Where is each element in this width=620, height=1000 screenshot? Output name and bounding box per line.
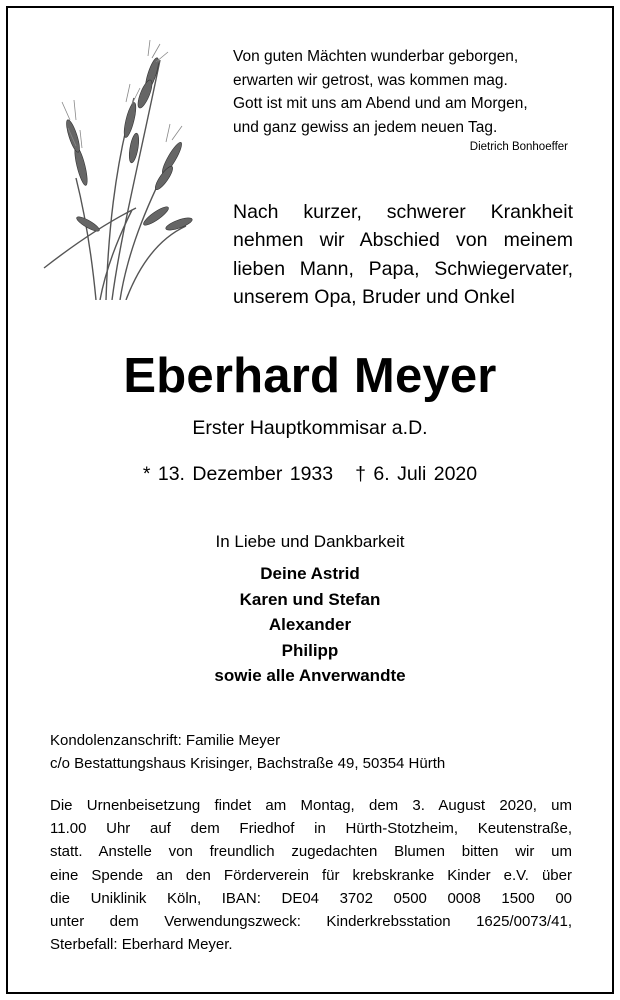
mourner-name: Karen und Stefan [239, 589, 381, 609]
quote-line: und ganz gewiss an jedem neuen Tag. [233, 118, 498, 136]
wheat-ears-icon [36, 38, 196, 300]
intro-line: nehmen wir Abschied von meinem [233, 229, 573, 252]
info-line: unter dem Verwendungszweck: Kinderkrebsstation 1625/0073/41, [50, 913, 572, 931]
mourner-name: Philipp [281, 640, 339, 660]
info-line: eine Spende an den Förderverein für krebskranke Kinder e.V. über [50, 866, 572, 884]
intro-line: unserem Opa, Bruder und Onkel [233, 285, 515, 308]
intro-line: lieben Mann, Papa, Schwiegervater, [233, 257, 573, 280]
info-line: Die Urnenbeisetzung findet am Montag, dem 3. August 2020, um [50, 797, 572, 814]
death-date: † 6. Juli 2020 [355, 463, 478, 485]
mourners-list [0, 561, 620, 689]
intro-text [233, 198, 573, 311]
funeral-info [50, 794, 572, 956]
mourners-intro: In Liebe und Dankbarkeit [215, 532, 405, 551]
condolence-line: Kondolenzanschrift: Familie Meyer [50, 732, 281, 749]
deceased-name: Eberhard Meyer [123, 349, 497, 403]
condolence-line: c/o Bestattungshaus Krisinger, Bachstraße 49, 50354 Hürth [50, 755, 446, 772]
info-line: die Uniklinik Köln, IBAN: DE04 3702 0500 0008 1500 00 [50, 889, 572, 907]
info-line: Sterbefall: Eberhard Meyer. [50, 936, 233, 954]
bonhoeffer-quote [233, 45, 578, 139]
info-line: 11.00 Uhr auf dem Friedhof in Hürth-Stotzheim, Keutenstraße, [50, 820, 572, 838]
quote-author: Dietrich Bonhoeffer [469, 141, 568, 153]
deceased-title: Erster Hauptkommisar a.D. [192, 417, 428, 439]
quote-line: erwarten wir getrost, was kommen mag. [233, 71, 508, 89]
condolence-address [50, 729, 445, 775]
intro-line: Nach kurzer, schwerer Krankheit [233, 201, 573, 223]
birth-date: * 13. Dezember 1933 [142, 463, 334, 485]
info-line: statt. Anstelle von freundlich zugedachten Blumen bitten wir um [50, 843, 572, 861]
life-dates [0, 463, 620, 486]
mourner-name: sowie alle Anverwandte [214, 666, 406, 685]
mourner-name: Deine Astrid [260, 564, 360, 583]
quote-line: Von guten Mächten wunderbar geborgen, [233, 48, 519, 65]
mourner-name: Alexander [268, 615, 352, 634]
quote-line: Gott ist mit uns am Abend und am Morgen, [233, 95, 528, 112]
